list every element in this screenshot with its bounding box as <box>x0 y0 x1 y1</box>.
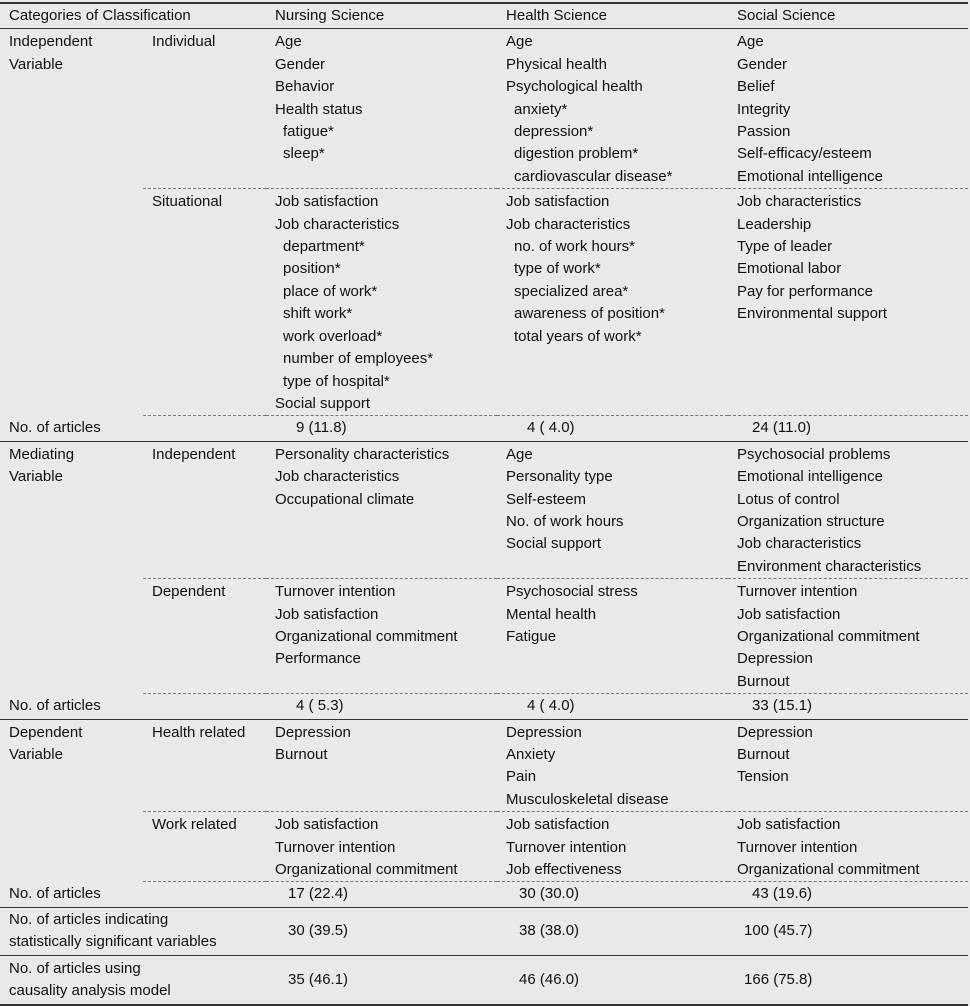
header-health: Health Science <box>497 3 728 29</box>
list-item: Belief <box>737 78 775 96</box>
list-item: sleep* <box>283 145 325 163</box>
list-item: Organizational commitment <box>737 861 920 879</box>
causality-label: No. of articles using causality analysis model <box>9 959 171 1000</box>
health-related-label: Health related <box>143 719 266 812</box>
mediating-dependent-social <box>728 579 968 694</box>
list-item: Job satisfaction <box>506 816 610 834</box>
list-item: Job satisfaction <box>737 605 841 623</box>
list-item: Musculoskeletal disease <box>506 790 669 808</box>
individual-label: Individual <box>143 29 266 189</box>
header-social: Social Science <box>728 3 968 29</box>
list-item: Age <box>506 445 533 463</box>
list-item: Health status <box>275 100 363 118</box>
list-item: Job characteristics <box>737 535 862 553</box>
list-item: Emotional intelligence <box>737 167 883 185</box>
independent-count-label: No. of articles <box>0 416 266 441</box>
list-item: Social support <box>275 394 371 412</box>
independent-situational-row <box>0 189 968 416</box>
situational-nursing <box>266 189 497 416</box>
list-item: Job characteristics <box>275 215 400 233</box>
mediating-independent-social <box>728 441 968 578</box>
list-item: Job satisfaction <box>737 816 841 834</box>
situational-health <box>497 189 728 416</box>
list-item: Depression <box>737 650 813 668</box>
list-item: Anxiety <box>506 746 556 763</box>
significant-row <box>0 907 968 955</box>
list-item: Turnover intention <box>275 838 396 856</box>
list-item: Gender <box>275 55 326 73</box>
list-item: Job satisfaction <box>275 605 379 623</box>
list-item: Turnover intention <box>506 838 627 856</box>
causality-social: 166 (75.8) <box>744 970 813 988</box>
list-item: Occupational climate <box>275 490 415 508</box>
mediating-dependent-nursing <box>266 579 497 694</box>
list-item: Performance <box>275 650 361 668</box>
independent-individual-row <box>0 29 968 189</box>
independent-count-row <box>0 416 968 441</box>
independent-count-health: 4 ( 4.0) <box>497 416 728 441</box>
list-item: Psychosocial stress <box>506 583 638 601</box>
list-item: Job characteristics <box>737 193 862 211</box>
mediating-variable-label: Mediating Variable <box>9 445 75 486</box>
list-item: Organization structure <box>737 512 885 530</box>
causality-row <box>0 955 968 1005</box>
dependent-count-nursing: 17 (22.4) <box>266 882 497 907</box>
list-item: work overload* <box>283 327 383 345</box>
significant-health: 38 (38.0) <box>497 907 728 955</box>
list-item: depression* <box>514 123 594 141</box>
list-item: Turnover intention <box>737 583 858 601</box>
list-item: place of work* <box>283 282 378 300</box>
list-item: Environmental support <box>737 305 888 323</box>
dependent-count-social: 43 (19.6) <box>728 882 968 907</box>
list-item: total years of work* <box>514 327 642 345</box>
list-item: fatigue* <box>283 123 334 141</box>
causality-nursing: 35 (46.1) <box>288 970 349 988</box>
dependent-count-label: No. of articles <box>0 882 266 907</box>
list-item: Leadership <box>737 215 812 233</box>
list-item: Integrity <box>737 100 791 118</box>
list-item: Personality characteristics <box>275 445 450 463</box>
list-item: type of work* <box>514 260 601 278</box>
list-item: no. of work hours* <box>514 238 635 256</box>
mediating-independent-nursing <box>266 441 497 578</box>
causality-health: 46 (46.0) <box>519 970 580 988</box>
list-item: Environment characteristics <box>737 557 922 575</box>
independent-variable-label: Independent Variable <box>9 33 93 73</box>
list-item: Personality type <box>506 468 613 486</box>
list-item: Age <box>506 33 533 51</box>
list-item: Psychological health <box>506 78 643 96</box>
list-item: Pain <box>506 768 537 786</box>
dependent-work-row <box>0 812 968 882</box>
list-item: Type of leader <box>737 238 833 256</box>
list-item: Burnout <box>275 746 328 763</box>
mediating-count-row <box>0 694 968 719</box>
mediating-dependent-health <box>497 579 728 694</box>
list-item: specialized area* <box>514 282 629 300</box>
list-item: Organizational commitment <box>737 627 920 645</box>
mediating-independent-health <box>497 441 728 578</box>
list-item: Self-efficacy/esteem <box>737 145 872 163</box>
significant-nursing: 30 (39.5) <box>266 907 497 955</box>
situational-social <box>728 189 968 416</box>
mediating-dependent-label: Dependent <box>143 579 266 694</box>
list-item: Depression <box>275 723 351 741</box>
dependent-count-health: 30 (30.0) <box>497 882 728 907</box>
header-row <box>0 3 968 29</box>
list-item: Mental health <box>506 605 597 623</box>
mediating-count-social: 33 (15.1) <box>728 694 968 719</box>
dependent-count-row <box>0 882 968 907</box>
independent-count-nursing: 9 (11.8) <box>266 416 497 441</box>
list-item: number of employees* <box>283 350 434 368</box>
list-item: Burnout <box>737 746 790 763</box>
list-item: digestion problem* <box>514 145 639 163</box>
list-item: Job satisfaction <box>275 816 379 834</box>
mediating-dependent-row <box>0 579 968 694</box>
list-item: Turnover intention <box>275 583 396 601</box>
mediating-independent-label: Independent <box>143 441 266 578</box>
list-item: Fatigue <box>506 627 557 645</box>
list-item: Job effectiveness <box>506 861 622 879</box>
list-item: Behavior <box>275 78 335 96</box>
list-item: Organizational commitment <box>275 861 458 879</box>
individual-health <box>497 29 728 189</box>
list-item: Emotional intelligence <box>737 468 883 486</box>
list-item: Burnout <box>737 672 790 690</box>
significant-label: No. of articles indicating statistically significant variables <box>0 907 266 955</box>
list-item: No. of work hours <box>506 512 624 530</box>
list-item: Depression <box>506 723 582 741</box>
list-item: Lotus of control <box>737 490 840 508</box>
health-related-social <box>728 719 968 812</box>
list-item: Depression <box>737 723 813 741</box>
list-item: Physical health <box>506 55 607 73</box>
mediating-count-nursing: 4 ( 5.3) <box>266 694 497 719</box>
list-item: Passion <box>737 123 791 141</box>
mediating-count-label: No. of articles <box>0 694 266 719</box>
list-item: Job characteristics <box>275 468 400 486</box>
list-item: Turnover intention <box>737 838 858 856</box>
list-item: Organizational commitment <box>275 627 458 645</box>
list-item: Social support <box>506 535 602 553</box>
individual-nursing <box>266 29 497 189</box>
header-categories: Categories of Classification <box>0 3 266 29</box>
individual-social <box>728 29 968 189</box>
work-related-nursing <box>266 812 497 882</box>
work-related-label: Work related <box>143 812 266 882</box>
list-item: anxiety* <box>514 100 568 118</box>
significant-social: 100 (45.7) <box>728 907 968 955</box>
list-item: Psychosocial problems <box>737 445 891 463</box>
work-related-health <box>497 812 728 882</box>
list-item: shift work* <box>283 305 353 323</box>
independent-count-social: 24 (11.0) <box>728 416 968 441</box>
mediating-independent-row <box>0 441 968 578</box>
list-item: type of hospital* <box>283 372 390 390</box>
list-item: Self-esteem <box>506 490 587 508</box>
dependent-health-row <box>0 719 968 812</box>
list-item: department* <box>283 238 365 256</box>
work-related-social <box>728 812 968 882</box>
dependent-variable-label: Dependent Variable <box>9 723 83 763</box>
list-item: Gender <box>737 55 788 73</box>
list-item: awareness of position* <box>514 305 665 323</box>
list-item: Job satisfaction <box>506 193 610 211</box>
classification-table <box>0 2 968 1006</box>
list-item: Tension <box>737 768 789 786</box>
list-item: Emotional labor <box>737 260 842 278</box>
health-related-nursing <box>266 719 497 812</box>
header-nursing: Nursing Science <box>266 3 497 29</box>
list-item: Job satisfaction <box>275 193 379 211</box>
list-item: Pay for performance <box>737 282 873 300</box>
list-item: position* <box>283 260 341 278</box>
mediating-count-health: 4 ( 4.0) <box>497 694 728 719</box>
list-item: Age <box>275 33 302 51</box>
health-related-health <box>497 719 728 812</box>
situational-label: Situational <box>143 189 266 416</box>
list-item: Job characteristics <box>506 215 631 233</box>
list-item: Age <box>737 33 764 51</box>
list-item: cardiovascular disease* <box>514 167 673 185</box>
